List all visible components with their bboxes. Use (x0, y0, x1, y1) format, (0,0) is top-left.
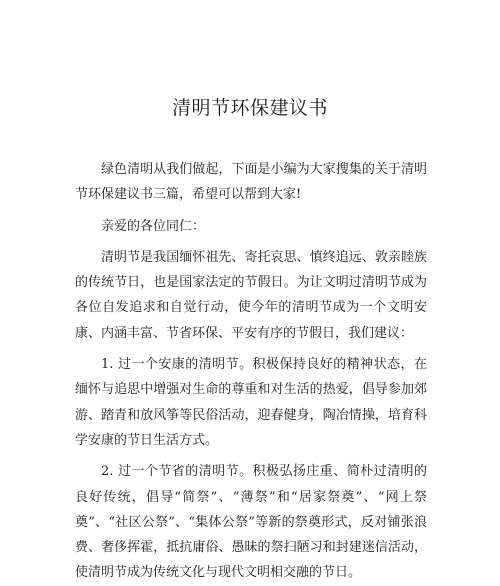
intro-paragraph: 绿色清明从我们做起，下面是小编为大家搜集的关于清明节环保建议书三篇，希望可以帮到大家! (75, 162, 427, 203)
document-body (75, 157, 427, 586)
salutation: 亲爱的各位同仁： (101, 218, 206, 234)
suggestion-item-2: 2. 过一个节省的清明节。积极弘扬庄重、简朴过清明的良好传统，倡导“简祭”、“薄祭”和“居家祭奠”、“网上祭奠”、“社区公祭”、“集体公祭”等新的祭奠形式，反对铺张浪费、奢侈挥霍，抵抗庸俗、愚昧的祭扫陋习和封建迷信活动，使清明节成为传统文化与现代文明相交融的节日。 (75, 464, 427, 581)
suggestion-item-1: 1. 过一个安康的清明节。积极保持良好的精神状态，在缅怀与追思中增强对生命的尊重和对生活的热爱，倡导参加郊游、踏青和放风筝等民俗活动，迎春健身，陶冶情操，培育科学安康的节日生活方式。 (75, 357, 427, 448)
body-paragraph: 清明节是我国缅怀祖先、寄托哀思、慎终追远、敦亲睦族的传统节日，也是国家法定的节假日。为让文明过清明节成为各位自发追求和自觉行动，使今年的清明节成为一个文明安康、内涵丰富、节省环保、平安有序的节假日，我们建议： (75, 249, 427, 341)
document-title: 清明节环保建议书 (171, 97, 328, 119)
